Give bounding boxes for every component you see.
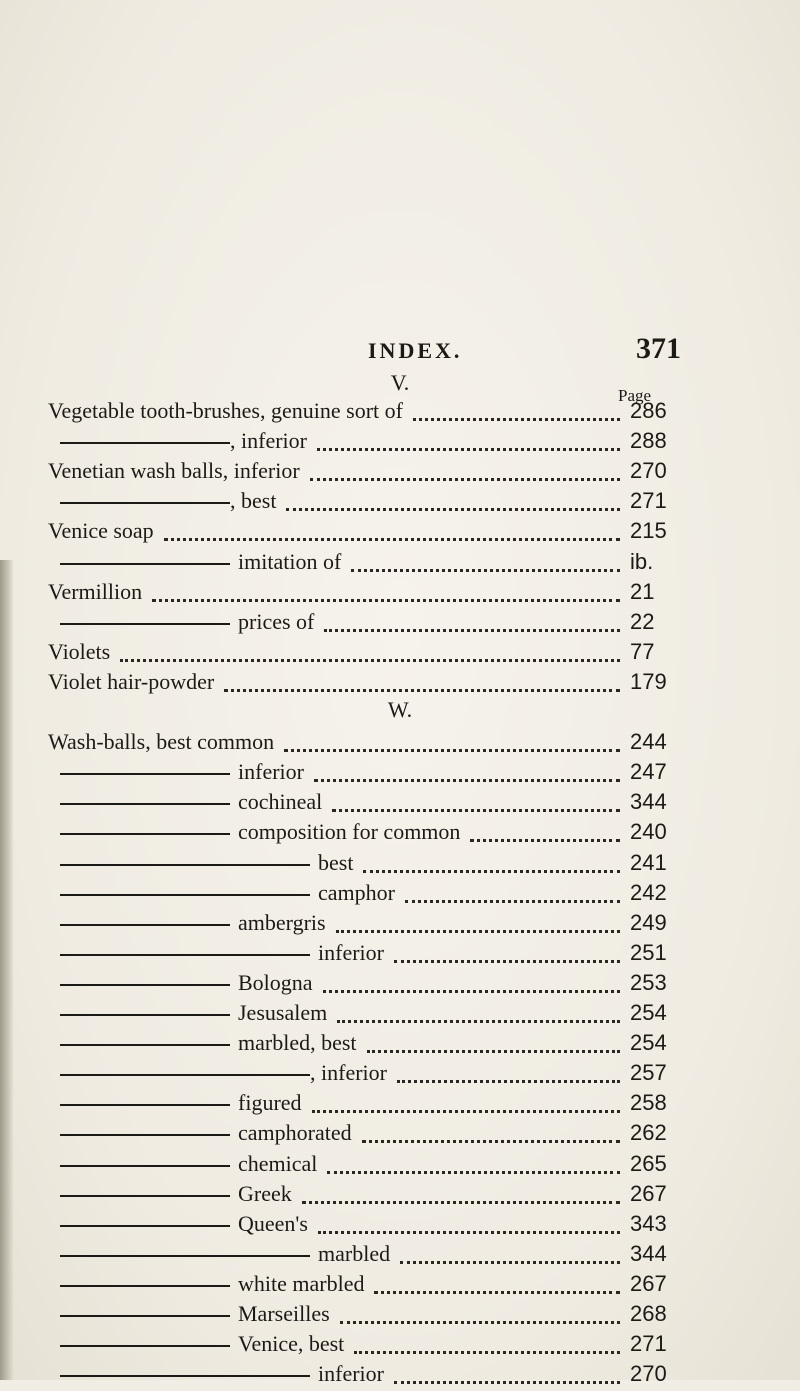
entry-page-number: 257 [630,1060,667,1086]
entry-term: camphorated [238,1120,352,1146]
header-page-number: 371 [636,332,681,365]
ditto-dash [60,924,230,926]
entry-term: Wash-balls, best common [48,729,275,755]
entry-page-number: 241 [630,849,667,875]
ditto-dash [60,442,230,444]
entry-term: chemical [238,1150,318,1176]
leader-dots [405,896,620,903]
index-entry [0,428,800,458]
leader-dots [164,534,620,541]
leader-dots [152,595,620,602]
leader-dots [351,565,620,572]
ditto-dash [60,1345,230,1347]
entry-term: Queen's [238,1210,308,1236]
index-entry [0,488,800,518]
index-entry [0,1060,800,1090]
index-entry [0,940,800,970]
leader-dots [400,1257,620,1264]
entry-page-number: 247 [630,759,667,785]
leader-dots [337,1016,620,1023]
entry-page-number: 258 [630,1090,667,1116]
entry-page-number: 242 [630,879,667,905]
entry-term: inferior [318,939,384,965]
entry-term: inferior [238,759,304,785]
entry-term: , inferior [310,1060,387,1086]
leader-dots [340,1317,620,1324]
leader-dots [318,1227,620,1234]
leader-dots [224,685,620,692]
header-title: INDEX. [368,338,463,363]
entry-page-number: 288 [630,428,667,454]
ditto-dash [60,1195,230,1197]
entry-term: imitation of [238,548,342,574]
entry-page-number: 344 [630,1240,667,1266]
entry-term: prices of [238,608,315,634]
ditto-dash [60,954,310,956]
ditto-dash [60,623,230,625]
ditto-dash [60,1315,230,1317]
entry-term: figured [238,1090,302,1116]
entry-page-number: 265 [630,1150,667,1176]
leader-dots [332,805,620,812]
entry-page-number: 268 [630,1301,667,1326]
index-entry [0,910,800,940]
index-entry [0,579,800,609]
entry-term: best [318,849,354,875]
entry-term: Vegetable tooth-brushes, genuine sort of [48,398,403,423]
leader-dots [286,504,620,511]
entry-term: marbled, best [238,1030,357,1056]
entry-term: Violets [48,638,111,664]
ditto-dash [60,1255,310,1257]
index-entry [0,759,800,789]
index-entry [0,398,800,428]
leader-dots [312,1106,620,1113]
entry-term: marbled [318,1240,391,1266]
leader-dots [323,986,620,993]
index-entry [0,1361,800,1391]
index-entry [0,1301,800,1331]
entry-term: Violet hair-powder [48,668,215,694]
index-entry [0,1090,800,1120]
index-entry [0,518,800,548]
entry-term: camphor [318,879,395,905]
index-entry [0,970,800,1000]
entry-term: Jesusalem [238,1000,328,1025]
index-entry [0,850,800,880]
entry-page-number: 179 [630,668,667,694]
index-entry [0,1331,800,1361]
ditto-dash [60,833,230,835]
entry-term: Vermillion [48,578,143,604]
index-entry [0,1030,800,1060]
entry-term: white marbled [238,1270,365,1296]
entry-page-number: 286 [630,398,667,423]
index-entry [0,729,800,759]
entry-page-number: 270 [630,1361,667,1387]
entry-term: Venice, best [238,1331,345,1357]
entry-term: composition for common [238,819,461,845]
ditto-dash [60,563,230,565]
entry-term: cochineal [238,789,323,815]
leader-dots [394,956,620,963]
index-entry [0,639,800,669]
leader-dots [327,1167,620,1174]
entry-page-number: 344 [630,789,667,815]
index-entry [0,669,800,699]
entry-page-number: 77 [630,638,655,664]
index-entry [0,880,800,910]
entry-page-number: 271 [630,488,667,514]
ditto-dash [60,1375,310,1377]
page-column-label: Page [618,386,652,405]
entry-page-number: 249 [630,909,667,935]
leader-dots [314,775,620,782]
entry-page-number: 254 [630,1030,667,1056]
entry-page-number: 253 [630,969,667,995]
index-entry [0,1151,800,1181]
entry-page-number: 251 [630,939,667,965]
ditto-dash [60,502,230,504]
entry-page-number: 343 [630,1210,667,1236]
ditto-dash [60,1225,230,1227]
index-entry [0,1120,800,1150]
index-entry [0,1000,800,1030]
index-entry [0,819,800,849]
index-entry [0,1271,800,1301]
entry-page-number: 270 [630,458,667,484]
leader-dots [354,1347,620,1354]
entry-term: ambergris [238,909,326,935]
entry-page-number: 21 [630,578,655,604]
leader-dots [394,1377,620,1384]
leader-dots [302,1197,620,1204]
index-entry [0,609,800,639]
ditto-dash [60,864,310,866]
index-entry [0,549,800,579]
entry-page-number: 267 [630,1180,667,1206]
leader-dots [120,655,620,662]
entry-term: Bologna [238,969,313,995]
entry-term: Greek [238,1180,292,1206]
leader-dots [374,1287,620,1294]
ditto-dash [60,1134,230,1136]
entry-term: Venetian wash balls, inferior [48,458,300,484]
entry-term: inferior [318,1361,384,1387]
index-entry [0,458,800,488]
leader-dots [324,625,620,632]
entry-page-number: 267 [630,1270,667,1296]
leader-dots [363,866,620,873]
ditto-dash [60,1285,230,1287]
ditto-dash [60,1044,230,1046]
leader-dots [310,474,620,481]
leader-dots [367,1046,620,1053]
section-letter: W. [387,697,413,722]
entry-page-number: 244 [630,729,667,755]
entry-page-number: ib. [630,548,654,574]
ditto-dash [60,984,230,986]
leader-dots [397,1076,620,1083]
entry-page-number: 262 [630,1120,667,1146]
index-entry [0,1211,800,1241]
entry-term: , inferior [230,428,307,454]
entry-term: Marseilles [238,1301,330,1326]
running-header [0,332,800,368]
section-letter: V. [390,370,410,395]
leader-dots [470,835,620,842]
index-entry [0,1241,800,1271]
ditto-dash [60,1074,310,1076]
entry-page-number: 254 [630,1000,667,1025]
ditto-dash [60,1165,230,1167]
leader-dots [362,1136,620,1143]
leader-dots [317,444,620,451]
entry-term: Venice soap [48,518,154,544]
entry-term: , best [230,488,277,514]
leader-dots [284,745,620,752]
ditto-dash [60,1104,230,1106]
ditto-dash [60,773,230,775]
ditto-dash [60,894,310,896]
ditto-dash [60,803,230,805]
entry-page-number: 271 [630,1331,667,1357]
leader-dots [413,414,620,421]
index-entry [0,789,800,819]
entry-page-number: 22 [630,608,655,634]
entry-page-number: 240 [630,819,667,845]
ditto-dash [60,1014,230,1016]
entry-page-number: 215 [630,518,667,544]
leader-dots [336,926,620,933]
index-entry [0,1181,800,1211]
